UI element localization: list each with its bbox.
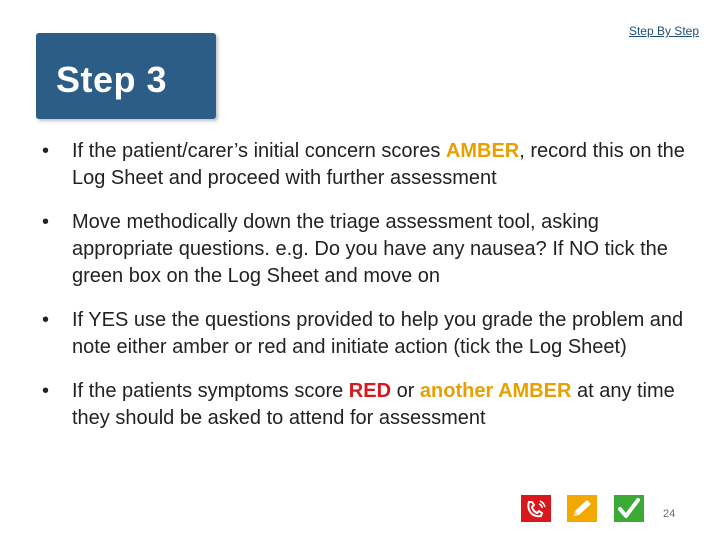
highlight-amber: AMBER: [445, 140, 520, 162]
checkmark-icon: [614, 495, 644, 522]
bullet-item: [42, 307, 692, 361]
step-title: Step 3: [56, 59, 168, 100]
step-title-banner: [36, 33, 216, 119]
bullet-text: If the patients symptoms score: [72, 380, 349, 402]
highlight-amber: another AMBER: [419, 380, 572, 402]
instruction-list: [42, 138, 692, 449]
bullet-text: at any time they should be asked to attend for assessment: [72, 380, 675, 429]
bullet-text: , record this on the Log Sheet and proceed with further assessment: [72, 140, 685, 189]
bullet-marker: •: [42, 211, 50, 233]
pencil-icon: [567, 495, 597, 522]
bullet-item: [42, 209, 692, 290]
bullet-marker: •: [42, 309, 50, 331]
page-number: 24: [663, 508, 676, 520]
bullet-text: If the patient/carer’s initial concern scores: [72, 140, 446, 162]
phone-handset-icon: [521, 495, 551, 522]
bullet-marker: •: [42, 140, 50, 162]
bullet-text: Move methodically down the triage assessment tool, asking appropriate questions. e.g. Do you have any nausea? If NO tick the green box on the Log Sheet and move on: [72, 211, 668, 287]
bullet-text: or: [391, 380, 420, 402]
bullet-item: [42, 138, 692, 192]
bullet-text: If YES use the questions provided to help you grade the problem and note either amber or red and initiate action (tick the Log Sheet): [72, 309, 684, 358]
bullet-item: [42, 378, 692, 432]
highlight-red: RED: [348, 380, 392, 402]
step-by-step-link[interactable]: Step By Step: [628, 24, 699, 38]
bullet-marker: •: [42, 380, 50, 402]
